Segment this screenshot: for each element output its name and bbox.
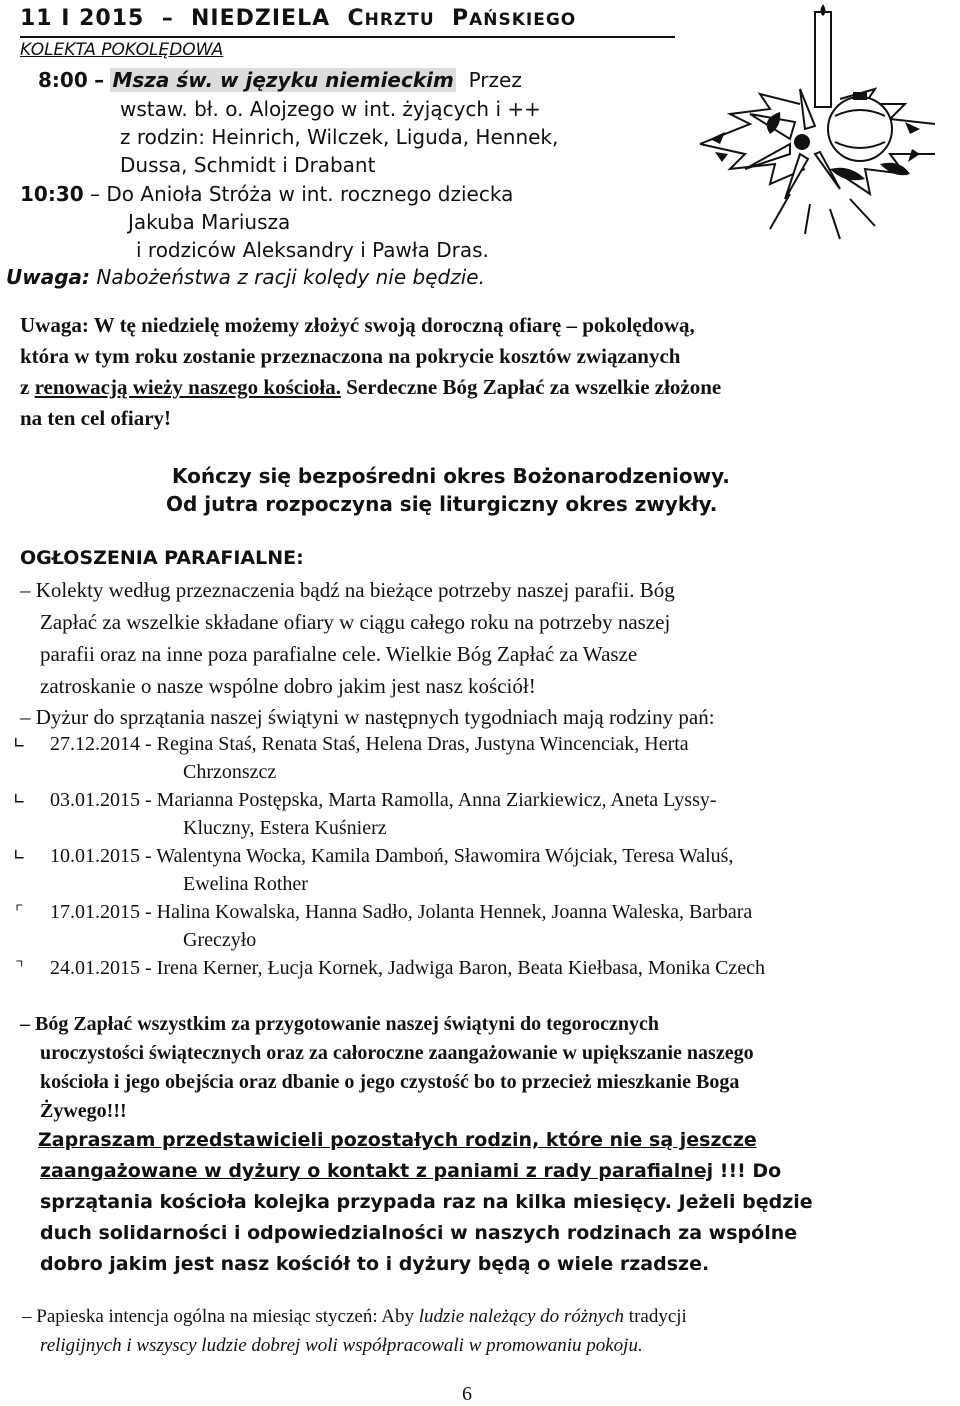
announcement-line-1: Uwaga: W tę niedzielę możemy złożyć swoją doroczną ofiarę – pokolędową,	[20, 313, 695, 337]
papal-line-1	[22, 1306, 687, 1328]
duty-1-line-2: Chrzonszcz	[183, 761, 277, 783]
collection-line-3: parafii oraz na inne poza parafialne cele. Wielkie Bóg Zapłać za Wasze	[40, 642, 638, 666]
feast-word-anskiego: AŃSKIEGO	[469, 10, 577, 30]
season-line-1: Kończy się bezpośredni okres Bożonarodzeniowy.	[172, 464, 730, 488]
mass-1-line-4: Dussa, Schmidt i Drabant	[120, 153, 376, 177]
mass-2-line-3: i rodziców Aleksandry i Pawła Dras.	[136, 238, 489, 262]
duty-2-line-1: 03.01.2015 - Marianna Postępska, Marta Ramolla, Anna Ziarkiewicz, Aneta Lyssy-	[50, 789, 717, 811]
announcement-suffix: Serdeczne Bóg Zapłać za wszelkie złożone	[340, 375, 722, 399]
duty-marker-5: ⌝	[14, 957, 25, 978]
mass-2-text: Do Anioła Stróża w int. rocznego dziecka	[106, 182, 514, 206]
feast-word-niedziela: NIEDZIELA	[191, 6, 331, 31]
invite-after: !!! Do	[713, 1160, 782, 1182]
duty-3-line-1: 10.01.2015 - Walentyna Wocka, Kamila Damboń, Sławomira Wójciak, Teresa Waluś,	[50, 845, 734, 867]
page-number: 6	[462, 1383, 472, 1405]
christmas-ornament-illustration	[690, 4, 945, 244]
collection-line-1: – Kolekty według przeznaczenia bądź na bieżące potrzeby naszej parafii. Bóg	[20, 578, 675, 602]
duty-marker-1: ∟	[14, 733, 25, 754]
papal-italic-1: ludzie należący do różnych	[418, 1306, 625, 1327]
feast-date: 11 I 2015	[20, 6, 145, 31]
invite-underlined-1: Zapraszam przedstawicieli pozostałych rodzin, które nie są jeszcze	[38, 1129, 757, 1151]
duty-5-line-1: 24.01.2015 - Irena Kerner, Łucja Kornek, Jadwiga Baron, Beata Kiełbasa, Monika Czech	[50, 957, 766, 979]
invite-line-1	[38, 1129, 757, 1151]
thanks-line-2: uroczystości świątecznych oraz za całoroczne zaangażowanie w upiększanie naszego	[40, 1042, 754, 1064]
uwaga-text: Nabożeństwa z racji kolędy nie będzie.	[96, 265, 485, 289]
mass-1-time: 8:00	[38, 68, 88, 92]
duty-marker-4: ⌜	[14, 901, 25, 922]
uwaga-note	[6, 265, 485, 289]
duty-2-line-2: Kluczny, Estera Kuśnierz	[183, 817, 387, 839]
announcement-line-2: która w tym roku zostanie przeznaczona na pokrycie kosztów związanych	[20, 344, 681, 368]
mass-1-line-3: z rodzin: Heinrich, Wilczek, Liguda, Hennek,	[120, 125, 559, 149]
announcement-line-3	[20, 375, 721, 400]
invite-line-4: duch solidarności i odpowiedzialności w naszych rodzinach za wspólne	[40, 1222, 798, 1244]
mass-2-line-2: Jakuba Mariusza	[128, 210, 291, 234]
duty-marker-2: ∟	[14, 789, 25, 810]
feast-word-hrztu: HRZTU	[364, 10, 435, 30]
papal-line-2	[40, 1335, 643, 1357]
season-line-2: Od jutra rozpoczyna się liturgiczny okres zwykły.	[166, 492, 718, 516]
uwaga-label: Uwaga:	[6, 265, 91, 289]
announcement-line-4: na ten cel ofiary!	[20, 406, 172, 430]
collection-line-2: Zapłać za wszelkie składane ofiary w ciągu całego roku na potrzeby naszej	[40, 610, 671, 634]
duty-marker-3: ∟	[14, 845, 25, 866]
header-underline	[20, 36, 675, 38]
mass-1-dash: –	[94, 68, 105, 92]
duty-1-line-1: 27.12.2014 - Regina Staś, Renata Staś, Helena Dras, Justyna Wincenciak, Herta	[50, 733, 689, 755]
mass-1-highlight: Msza św. w języku niemieckim	[112, 68, 454, 92]
mass-1-line-1	[38, 68, 522, 92]
invite-line-5: dobro jakim jest nasz kościół to i dyżury będą o wiele rzadsze.	[40, 1253, 710, 1275]
papal-italic-2: religijnych i wszyscy ludzie dobrej woli współpracowali w promowaniu pokoju.	[40, 1335, 643, 1356]
duty-4-line-1: 17.01.2015 - Halina Kowalska, Hanna Sadło, Jolanta Hennek, Joanna Waleska, Barbara	[50, 901, 753, 923]
collection-line-4: zatroskanie o nasze wspólne dobro jakim jest nasz kościół!	[40, 674, 536, 698]
thanks-line-3: kościoła i jego obejścia oraz dbanie o jego czystość bo to przecież mieszkanie Boga	[40, 1071, 740, 1093]
candle-icon	[815, 12, 831, 107]
mass-2-line-1	[20, 182, 513, 206]
duty-3-line-2: Ewelina Rother	[183, 873, 308, 895]
announcement-prefix: z	[20, 375, 35, 399]
feast-header	[20, 6, 576, 31]
duty-4-line-2: Greczyło	[183, 929, 257, 951]
thanks-line-1: – Bóg Zapłać wszystkim za przygotowanie naszej świątyni do tegorocznych	[20, 1013, 660, 1035]
mass-2-time: 10:30	[20, 182, 84, 206]
feast-word-c: C	[347, 6, 365, 31]
duty-intro: – Dyżur do sprzątania naszej świątyni w następnych tygodniach mają rodziny pań:	[20, 705, 715, 729]
mass-1-line-2: wstaw. bł. o. Alojzego w int. żyjących i ++	[120, 97, 541, 121]
feast-dash: –	[161, 6, 174, 31]
papal-prefix: – Papieska intencja ogólna na miesiąc styczeń: Aby	[22, 1306, 419, 1327]
invite-line-2	[40, 1160, 781, 1182]
mass-1-text: Przez	[468, 68, 522, 92]
invite-line-3: sprzątania kościoła kolejka przypada raz na kilka miesięcy. Jeżeli będzie	[40, 1191, 813, 1213]
kolekta-label: KOLEKTA POKOLĘDOWA	[20, 40, 224, 60]
thanks-line-4: Żywego!!!	[40, 1100, 127, 1122]
papal-after: tradycji	[624, 1306, 687, 1327]
notices-title: OGŁOSZENIA PARAFIALNE:	[20, 547, 304, 569]
invite-underlined-2: zaangażowane w dyżury o kontakt z paniami z rady parafialnej	[40, 1160, 714, 1182]
announcement-underlined: renowacją wieży naszego kościoła.	[34, 375, 341, 399]
feast-word-p: P	[451, 6, 470, 31]
mass-2-dash: –	[90, 182, 101, 206]
